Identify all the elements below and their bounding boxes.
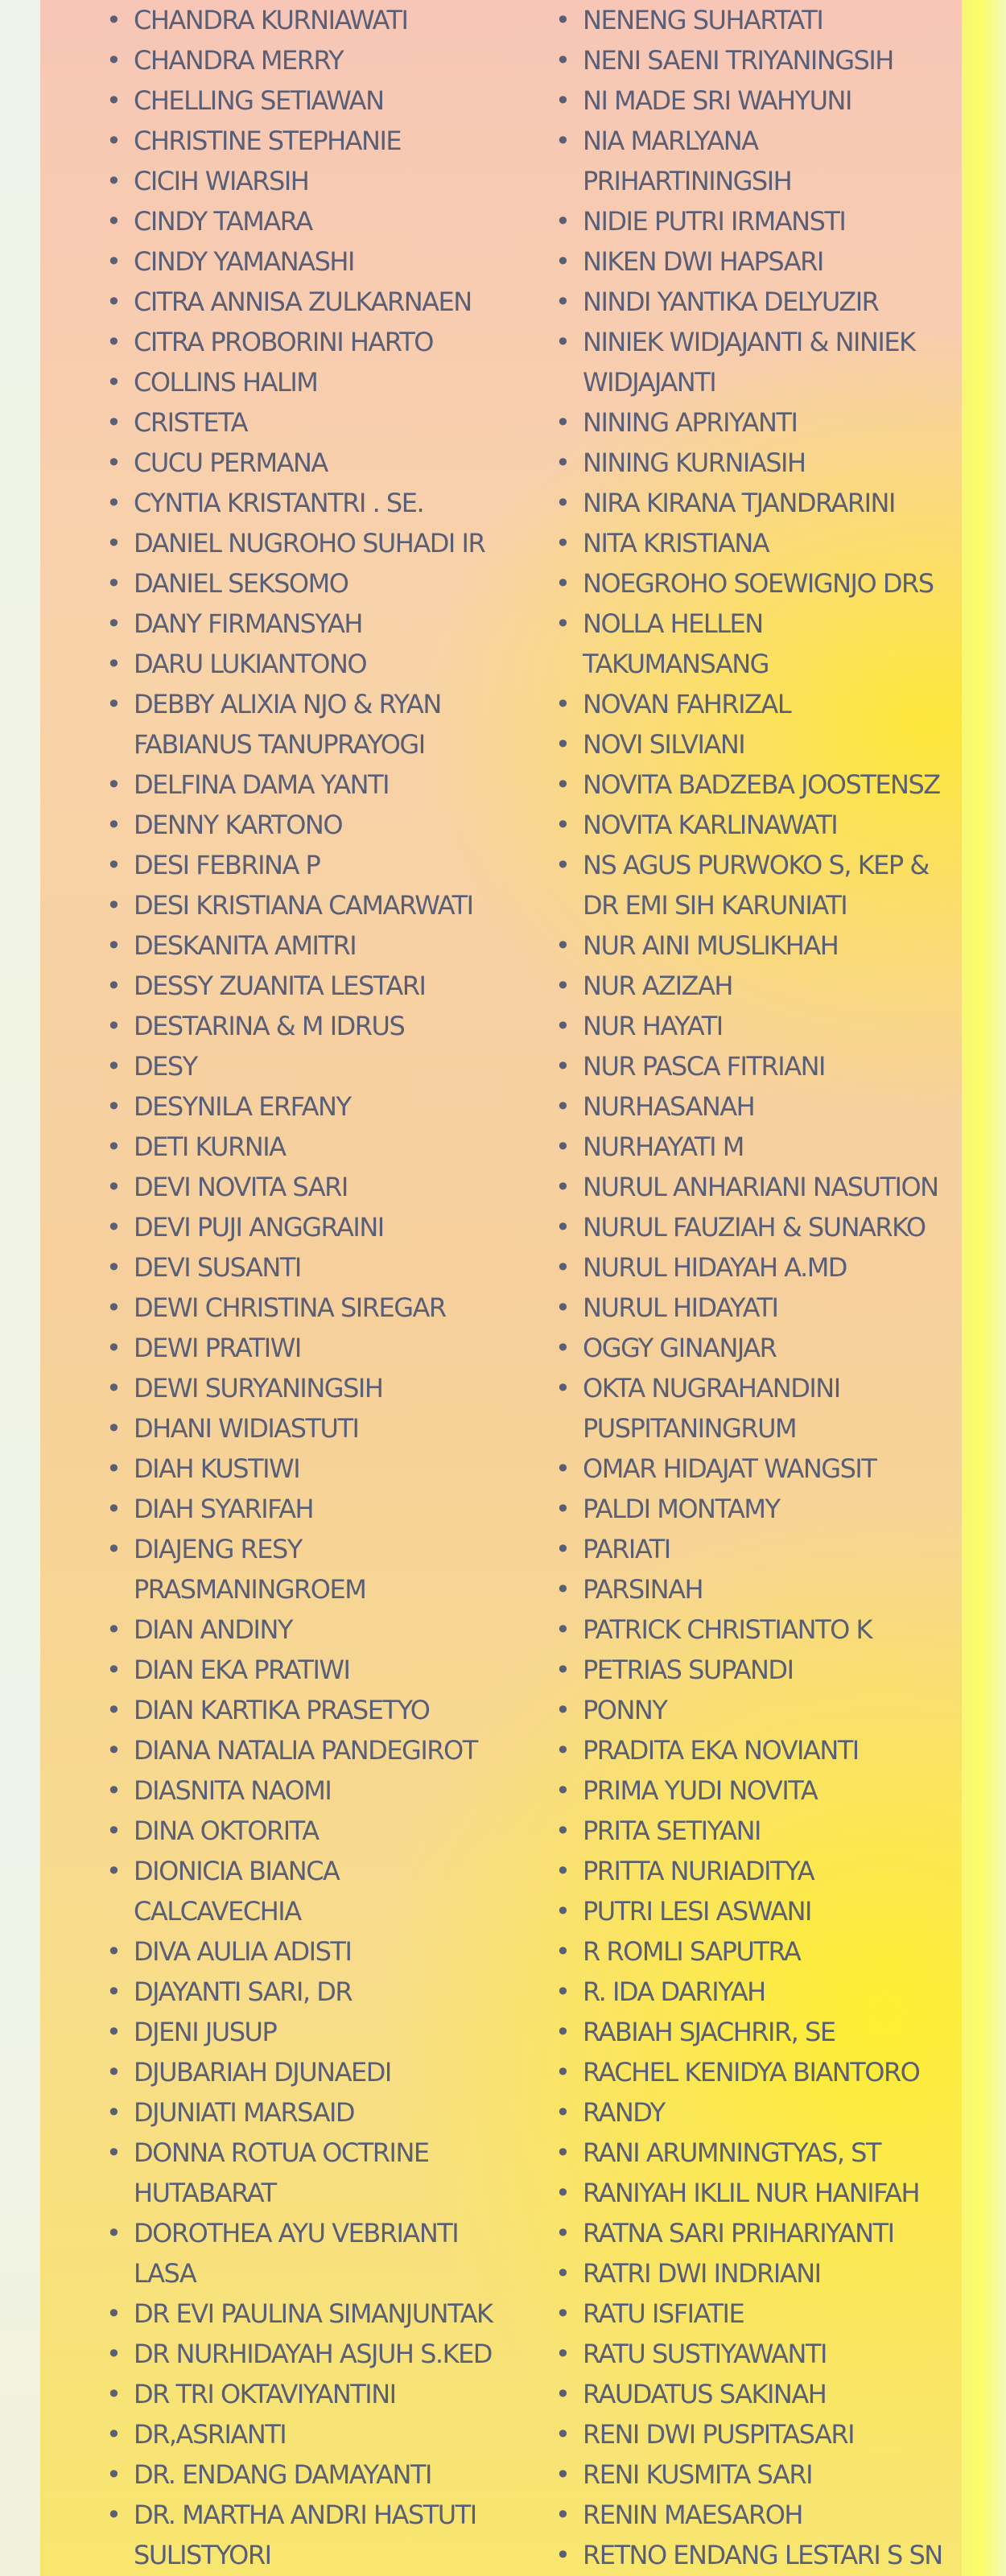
name-text: • DIVA AULIA ADISTI [134,1936,352,1967]
name-list-item [106,2092,541,2133]
name-list-item [106,563,541,604]
left-margin-background [0,0,40,2576]
name-text: • DESYNILA ERFANY [134,1091,351,1122]
name-list-item [555,1328,994,1368]
name-list-item [555,1288,994,1328]
name-list-item [555,2092,994,2133]
name-text: • NIKEN DWI HAPSARI [583,246,823,277]
name-text: • NINING KURNIASIH [583,447,806,478]
names-column-left [106,0,541,2575]
name-list-item [555,0,994,40]
name-list-item [555,805,994,845]
name-list-item [555,1730,994,1770]
name-list-item [555,1167,994,1207]
name-list-item [555,2535,994,2575]
name-list-item [106,1489,541,1529]
name-list-item [106,161,541,201]
name-text: • PALDI MONTAMY [583,1494,780,1524]
name-text: • DIASNITA NAOMI [134,1775,332,1806]
name-list-item [555,201,994,241]
name-list-item [555,1368,994,1449]
name-text: • R ROMLI SAPUTRA [583,1936,801,1967]
name-text: • NINIEK WIDJAJANTI & NINIEK [583,327,915,357]
donor-list-panel [40,0,962,2576]
name-list-item [106,1086,541,1127]
name-list-item [106,2213,541,2294]
name-list-item [106,2294,541,2334]
name-text: • PETRIAS SUPANDI [583,1655,794,1685]
name-list-item [555,1650,994,1690]
name-text: • RANIYAH IKLIL NUR HANIFAH [583,2178,920,2208]
name-text: • NUR AZIZAH [583,971,732,1001]
name-text: • NUR PASCA FITRIANI [583,1051,825,1082]
name-text: • DESSY ZUANITA LESTARI [134,971,426,1001]
name-text: • RENIN MAESAROH [583,2500,802,2530]
name-text: HUTABARAT [134,2178,276,2208]
name-text: • DJUBARIAH DJUNAEDI [134,2057,391,2088]
name-text: • NUR AINI MUSLIKHAH [583,930,839,961]
name-text: PUSPITANINGRUM [583,1413,797,1444]
names-column-right [555,0,994,2575]
name-list-item [106,1006,541,1046]
name-text: • DR,ASRIANTI [134,2419,287,2450]
name-list-item [555,1851,994,1891]
name-list-item [106,765,541,805]
name-text: • DIAN KARTIKA PRASETYO [134,1695,430,1725]
name-list-item [555,925,994,966]
name-list-item [555,282,994,322]
name-text: • CHELLING SETIAWAN [134,85,384,116]
name-list-item [555,604,994,684]
name-list-item [106,2454,541,2495]
name-list-item [555,402,994,443]
name-text: • DEWI PRATIWI [134,1333,301,1363]
name-text: WIDJAJANTI [583,367,716,398]
name-list-item [555,2052,994,2092]
name-list-item [106,925,541,966]
name-text: CALCAVECHIA [134,1896,301,1927]
name-list-item [555,1931,994,1972]
name-list-item [555,443,994,483]
name-list-item [555,1247,994,1288]
name-list-item [106,2414,541,2454]
name-text: • NENI SAENI TRIYANINGSIH [583,45,893,76]
name-text: • RATU SUSTIYAWANTI [583,2339,827,2369]
name-text: • NIDIE PUTRI IRMANSTI [583,206,846,237]
name-text: • DIAH KUSTIWI [134,1453,300,1484]
name-list-item [555,563,994,604]
name-list-item [106,1449,541,1489]
name-text: • NURUL ANHARIANI NASUTION [583,1172,938,1202]
name-list-item [555,1006,994,1046]
name-list-item [555,1449,994,1489]
name-text: • DANIEL SEKSOMO [134,568,348,599]
name-list-item [555,845,994,925]
name-text: • NIRA KIRANA TJANDRARINI [583,488,895,518]
name-text: • NS AGUS PURWOKO S, KEP & [583,850,929,880]
name-list-item [555,966,994,1006]
name-text: TAKUMANSANG [583,649,769,679]
name-text: FABIANUS TANUPRAYOGI [134,729,425,760]
name-text: • NOVI SILVIANI [583,729,745,760]
name-text: • NOVITA BADZEBA JOOSTENSZ [583,769,940,800]
name-list-item [106,523,541,563]
name-list-item [106,644,541,684]
name-text: • RANDY [583,2097,665,2128]
name-text: • CHANDRA KURNIAWATI [134,5,408,35]
name-text: • CITRA PROBORINI HARTO [134,327,433,357]
name-text: • DJENI JUSUP [134,2017,277,2047]
name-list-item [106,1127,541,1167]
name-text: DR EMI SIH KARUNIATI [583,890,847,921]
name-text: • DEWI CHRISTINA SIREGAR [134,1292,446,1323]
name-list-item [555,1489,994,1529]
name-text: • NOEGROHO SOEWIGNJO DRS [583,568,934,599]
name-list-item [555,765,994,805]
name-text: • NIA MARLYANA [583,126,758,156]
name-list-item [555,241,994,282]
name-list-item [555,684,994,724]
name-list-item [555,2012,994,2052]
name-list-item [555,80,994,121]
name-text: • RETNO ENDANG LESTARI S SN [583,2540,942,2570]
name-text: • RATRI DWI INDRIANI [583,2258,821,2289]
name-list-item [106,885,541,925]
name-text: • RANI ARUMNINGTYAS, ST [583,2137,881,2168]
name-list-item [106,1730,541,1770]
name-text: • NENENG SUHARTATI [583,5,823,35]
name-list-item [106,1770,541,1811]
name-text: • DESI FEBRINA P [134,850,320,880]
name-list-item [106,322,541,362]
name-text: SULISTYORI [134,2540,271,2570]
name-text: • DESTARINA & M IDRUS [134,1011,405,1041]
name-list-item [106,2133,541,2213]
name-text: • OMAR HIDAJAT WANGSIT [583,1453,876,1484]
name-list-item [106,282,541,322]
name-text: • PARIATI [583,1534,670,1564]
name-list-item [106,1046,541,1086]
name-list-item [106,2495,541,2575]
name-text: • DIAH SYARIFAH [134,1494,314,1524]
name-text: • RABIAH SJACHRIR, SE [583,2017,835,2047]
name-list-item [555,1690,994,1730]
name-list-item [106,805,541,845]
name-text: • DINA OKTORITA [134,1816,319,1846]
name-list-item [555,2414,994,2454]
name-list-item [555,2454,994,2495]
name-list-item [106,1931,541,1972]
name-text: • NINING APRIYANTI [583,407,798,438]
name-list-item [555,1529,994,1569]
name-list-item [555,322,994,402]
name-text: • RAUDATUS SAKINAH [583,2379,827,2409]
name-list-item [555,1891,994,1931]
name-list-item [555,2374,994,2414]
name-list-item [106,2052,541,2092]
name-text: • DR EVI PAULINA SIMANJUNTAK [134,2298,493,2329]
name-list-item [106,1288,541,1328]
name-list-item [106,1650,541,1690]
name-list-item [106,2012,541,2052]
name-text: • DANY FIRMANSYAH [134,608,362,639]
name-text: • DIAJENG RESY [134,1534,302,1564]
name-text: • RATU ISFIATIE [583,2298,744,2329]
name-list-item [106,2334,541,2374]
name-list-item [106,1207,541,1247]
name-list-item [106,966,541,1006]
name-text: PRIHARTININGSIH [583,166,792,196]
name-text: • RENI DWI PUSPITASARI [583,2419,855,2450]
name-list-item [555,2133,994,2173]
name-list-item [106,1529,541,1609]
name-list-item [106,483,541,523]
name-list-item [555,1972,994,2012]
name-text: • DENNY KARTONO [134,810,343,840]
name-list-item [555,121,994,201]
name-text: LASA [134,2258,196,2289]
name-list-item [555,2495,994,2535]
name-list-item [555,2294,994,2334]
name-text: • DJUNIATI MARSAID [134,2097,355,2128]
name-list-item [106,0,541,40]
name-list-item [106,1609,541,1650]
name-list-item [106,684,541,765]
name-list-item [555,2334,994,2374]
name-text: • DIANA NATALIA PANDEGIROT [134,1735,477,1766]
name-list-item [106,201,541,241]
name-list-item [106,1167,541,1207]
name-text: • DEWI SURYANINGSIH [134,1373,383,1403]
name-text: • PARSINAH [583,1574,703,1605]
name-text: • PRITTA NURIADITYA [583,1856,814,1886]
name-text: • DELFINA DAMA YANTI [134,769,390,800]
name-text: • PONNY [583,1695,667,1725]
name-text: • RENI KUSMITA SARI [583,2459,812,2490]
name-text: • PRADITA EKA NOVIANTI [583,1735,859,1766]
name-text: • CRISTETA [134,407,248,438]
name-text: • DEBBY ALIXIA NJO & RYAN [134,689,441,719]
name-text: • DIONICIA BIANCA [134,1856,340,1886]
name-list-item [555,2173,994,2213]
name-list-item [106,1408,541,1449]
name-text: • DR. ENDANG DAMAYANTI [134,2459,431,2490]
name-list-item [555,2213,994,2253]
name-text: • DIAN ANDINY [134,1614,292,1645]
name-text: • DESI KRISTIANA CAMARWATI [134,890,473,921]
name-text: • NOVITA KARLINAWATI [583,810,838,840]
name-list-item [106,1972,541,2012]
name-text: • NURHASANAH [583,1091,755,1122]
name-text: • PUTRI LESI ASWANI [583,1896,811,1927]
name-text: • DR NURHIDAYAH ASJUH S.KED [134,2339,492,2369]
name-list-item [106,121,541,161]
name-text: • NURHAYATI M [583,1131,744,1162]
name-text: • DIAN EKA PRATIWI [134,1655,350,1685]
right-margin-background [962,0,1006,2576]
name-text: • DESY [134,1051,197,1082]
name-list-item [555,1046,994,1086]
name-text: • DOROTHEA AYU VEBRIANTI [134,2218,459,2248]
name-list-item [555,1127,994,1167]
name-list-item [106,241,541,282]
name-list-item [555,1609,994,1650]
name-text: • PRIMA YUDI NOVITA [583,1775,818,1806]
name-text: • CYNTIA KRISTANTRI . SE. [134,488,424,518]
name-list-item [555,483,994,523]
name-text: • CICIH WIARSIH [134,166,309,196]
name-list-item [106,80,541,121]
name-list-item [555,1811,994,1851]
name-list-item [106,1851,541,1931]
name-list-item [106,604,541,644]
name-text: • NUR HAYATI [583,1011,723,1041]
name-text: • NITA KRISTIANA [583,528,769,558]
name-text: • DEVI PUJI ANGGRAINI [134,1212,384,1243]
name-list-item [106,402,541,443]
name-text: • PRITA SETIYANI [583,1816,761,1846]
name-text: • RACHEL KENIDYA BIANTORO [583,2057,920,2088]
name-text: • R. IDA DARIYAH [583,1976,765,2007]
name-text: • CHRISTINE STEPHANIE [134,126,402,156]
name-text: • NI MADE SRI WAHYUNI [583,85,851,116]
name-list-item [106,362,541,402]
name-list-item [106,1328,541,1368]
name-text: • NOLLA HELLEN [583,608,763,639]
name-list-item [106,845,541,885]
name-text: • NURUL FAUZIAH & SUNARKO [583,1212,926,1243]
name-list-item [555,1770,994,1811]
name-list-item [555,1569,994,1609]
name-list-item [555,1207,994,1247]
name-text: • DANIEL NUGROHO SUHADI IR [134,528,485,558]
name-text: • DR. MARTHA ANDRI HASTUTI [134,2500,476,2530]
name-list-item [106,1811,541,1851]
name-text: • NURUL HIDAYAH A.MD [583,1252,847,1283]
name-list-item [106,2374,541,2414]
name-text: • DESKANITA AMITRI [134,930,357,961]
name-list-item [555,40,994,80]
name-text: • NOVAN FAHRIZAL [583,689,791,719]
name-text: • DJAYANTI SARI, DR [134,1976,353,2007]
name-text: • DONNA ROTUA OCTRINE [134,2137,429,2168]
name-text: • DR TRI OKTAVIYANTINI [134,2379,396,2409]
name-list-item [555,1086,994,1127]
name-text: • NINDI YANTIKA DELYUZIR [583,286,879,317]
name-text: • OGGY GINANJAR [583,1333,777,1363]
name-list-item [106,443,541,483]
name-list-item [555,2253,994,2294]
name-text: • CUCU PERMANA [134,447,328,478]
name-text: • CITRA ANNISA ZULKARNAEN [134,286,472,317]
name-list-item [106,1690,541,1730]
name-text: • DEVI SUSANTI [134,1252,301,1283]
name-text: • NURUL HIDAYATI [583,1292,778,1323]
name-text: • RATNA SARI PRIHARIYANTI [583,2218,894,2248]
name-text: • COLLINS HALIM [134,367,318,398]
name-text: • DHANI WIDIASTUTI [134,1413,359,1444]
name-text: • OKTA NUGRAHANDINI [583,1373,840,1403]
name-text: • CINDY YAMANASHI [134,246,354,277]
name-list-item [106,1247,541,1288]
name-text: • CHANDRA MERRY [134,45,344,76]
name-text: • DARU LUKIANTONO [134,649,367,679]
name-text: • PATRICK CHRISTIANTO K [583,1614,872,1645]
name-text: • DEVI NOVITA SARI [134,1172,348,1202]
name-text: • DETI KURNIA [134,1131,286,1162]
name-text: PRASMANINGROEM [134,1574,366,1605]
name-text: • CINDY TAMARA [134,206,312,237]
name-list-item [106,40,541,80]
name-list-item [555,724,994,765]
name-list-item [555,523,994,563]
name-list-item [106,1368,541,1408]
